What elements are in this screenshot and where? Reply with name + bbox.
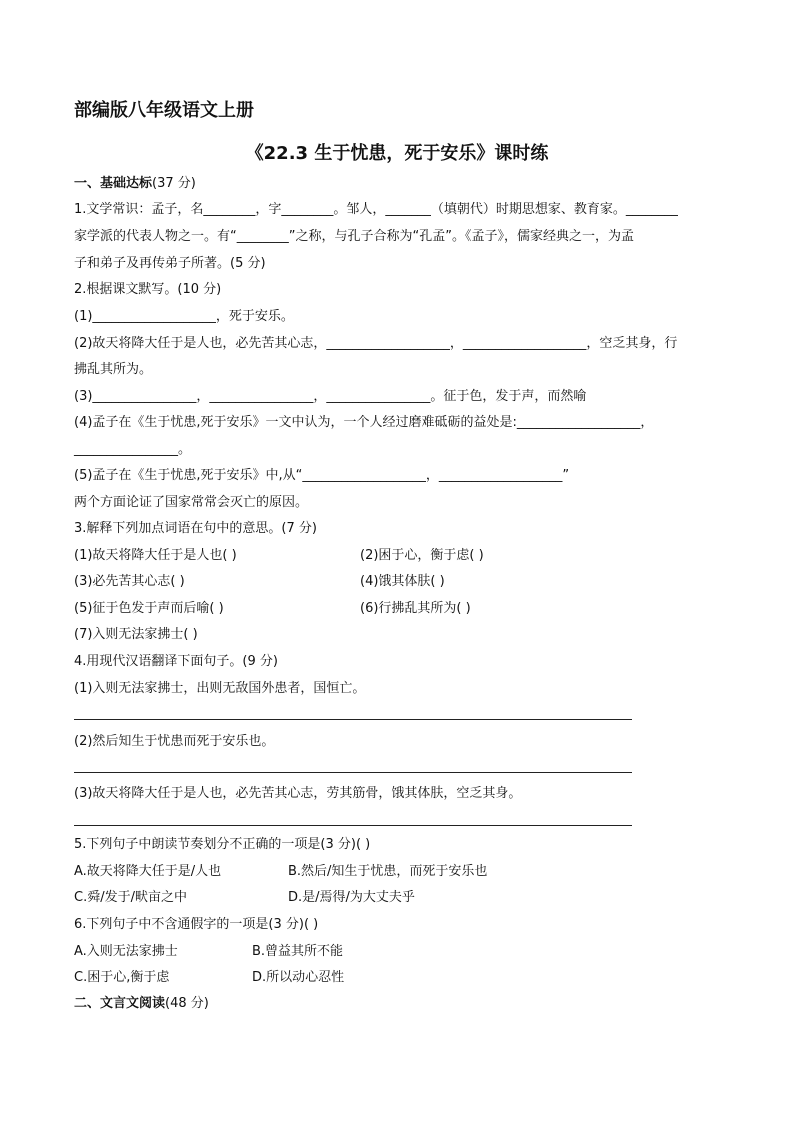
question-3-item-3: (3)必先苦其心志( ) xyxy=(74,574,185,589)
question-6-option-b: B.曾益其所不能 xyxy=(252,944,344,959)
question-5-option-d: D.是/焉得/为大丈夫乎 xyxy=(288,890,415,905)
question-3-item-6: (6)行拂乱其所为( ) xyxy=(360,601,471,616)
question-4-item-2: (2)然后知生于忧患而死于安乐也。 xyxy=(74,734,275,749)
question-4-title: 4.用现代汉语翻译下面句子。(9 分) xyxy=(74,654,278,669)
section-heading-text: 一、基础达标 xyxy=(74,176,153,191)
question-2-item-1: (1)___________________，死于安乐。 xyxy=(74,309,294,324)
question-2-item-3: (3)________________，________________，________________。征于色，发于声，而然喻 xyxy=(74,389,587,404)
question-3-item-4: (4)饿其体肤( ) xyxy=(360,574,445,589)
document-title: 部编版八年级语文上册 xyxy=(74,100,254,121)
answer-line xyxy=(74,719,632,720)
question-2-item-4-cont: ________________。 xyxy=(74,442,192,457)
section-heading-text: 二、文言文阅读 xyxy=(74,996,166,1011)
question-3-item-5: (5)征于色发于声而后喻( ) xyxy=(74,601,224,616)
section-points: (48 分) xyxy=(165,996,209,1011)
question-2-item-4: (4)孟子在《生于忧患,死于安乐》一文中认为，一个人经过磨难砥砺的益处是:___________________， xyxy=(74,415,654,430)
question-6-option-d: D.所以动心忍性 xyxy=(252,970,345,985)
question-1-line-3: 子和弟子及再传弟子所著。(5 分) xyxy=(74,256,266,271)
question-2-item-5: (5)孟子在《生于忧患,死于安乐》中,从“___________________，___________________” xyxy=(74,468,570,483)
section-heading-1 xyxy=(74,176,196,192)
question-4-item-3: (3)故天将降大任于是人也，必先苦其心志，劳其筋骨，饿其体肤，空乏其身。 xyxy=(74,786,522,801)
question-2-item-5-cont: 两个方面论证了国家常常会灭亡的原因。 xyxy=(74,495,309,510)
question-1-line-1: 1.文学常识：孟子，名________，字________。邹人，_______（填朝代）时期思想家、教育家。________ xyxy=(74,202,678,217)
question-5-title: 5.下列句子中朗读节奏划分不正确的一项是(3 分)( ) xyxy=(74,837,371,852)
answer-line xyxy=(74,772,632,773)
question-6-option-a: A.入则无法家拂士 xyxy=(74,944,178,959)
question-2-title: 2.根据课文默写。(10 分) xyxy=(74,282,222,297)
question-2-item-2: (2)故天将降大任于是人也，必先苦其心志，___________________，___________________，空乏其身，行 xyxy=(74,336,678,351)
question-1-line-2: 家学派的代表人物之一。有“________”之称，与孔子合称为“孔孟”。《孟子》，儒家经典之一，为孟 xyxy=(74,229,634,244)
question-5-option-c: C.舜/发于/畎亩之中 xyxy=(74,890,187,905)
question-3-item-1: (1)故天将降大任于是人也( ) xyxy=(74,548,237,563)
answer-line xyxy=(74,825,632,826)
question-5-option-a: A.故天将降大任于是/人也 xyxy=(74,864,222,879)
question-3-item-7: (7)入则无法家拂士( ) xyxy=(74,627,198,642)
question-6-title: 6.下列句子中不含通假字的一项是(3 分)( ) xyxy=(74,917,319,932)
section-points: (37 分) xyxy=(152,176,196,191)
question-2-item-2-cont: 拂乱其所为。 xyxy=(74,362,153,377)
question-3-item-2: (2)困于心，衡于虑( ) xyxy=(360,548,484,563)
question-6-option-c: C.困于心,衡于虑 xyxy=(74,970,170,985)
question-4-item-1: (1)入则无法家拂士，出则无敌国外患者，国恒亡。 xyxy=(74,681,366,696)
question-5-option-b: B.然后/知生于忧患，而死于安乐也 xyxy=(288,864,488,879)
question-3-title: 3.解释下列加点词语在句中的意思。(7 分) xyxy=(74,521,317,536)
document-subtitle: 《22.3 生于忧患，死于安乐》课时练 xyxy=(245,143,549,164)
section-heading-2 xyxy=(74,996,209,1012)
